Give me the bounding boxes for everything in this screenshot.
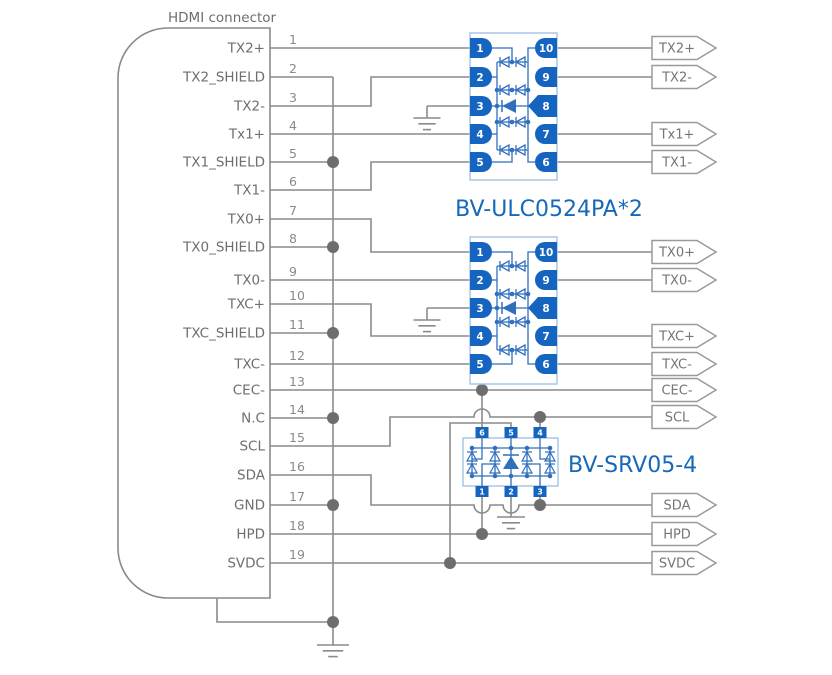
junction-dot-small (526, 320, 531, 325)
junction-dot-small (495, 88, 500, 93)
junction-dot-small (495, 120, 500, 125)
pin-number: 4 (289, 118, 297, 133)
srv-pin-number: 4 (537, 428, 543, 438)
chip-pin-number: 2 (476, 72, 484, 84)
junction-dot-small (526, 88, 531, 93)
net-tag (652, 379, 716, 402)
pin-label: TX2+ (227, 40, 265, 57)
junction-dot (327, 327, 339, 339)
junction-dot-small (510, 88, 515, 93)
chip-pin-number: 6 (542, 157, 550, 169)
net-tag (652, 151, 716, 174)
chip-pin-number: 6 (542, 359, 550, 371)
ground-symbol (317, 645, 349, 657)
pin-label: TX0+ (227, 211, 265, 228)
junction-dot (476, 528, 488, 540)
net-tag-label: TX0+ (658, 245, 696, 261)
pin-label: N.C (241, 410, 265, 427)
chip-pin-number: 5 (476, 359, 484, 371)
chip-pin-number: 2 (476, 275, 484, 287)
pin-label: TX2_SHIELD (183, 69, 265, 86)
pin-number: 13 (289, 374, 305, 389)
pin-number: 11 (289, 317, 305, 332)
pin-label: SVDC (227, 555, 265, 572)
junction-dot (534, 411, 546, 423)
srv-pin-number: 3 (537, 487, 543, 497)
pin-number: 2 (289, 61, 297, 76)
pin-label: TX0- (234, 272, 265, 289)
junction-dot-small (525, 446, 530, 451)
net-tag (652, 494, 716, 517)
junction-dot-small (526, 120, 531, 125)
chip-pin-number: 5 (476, 157, 484, 169)
junction-dot-small (510, 292, 515, 297)
pin-label: TX1- (234, 182, 265, 199)
chip-pin-number: 8 (542, 303, 550, 315)
net-tag (652, 325, 716, 348)
chip-pin-number: 1 (476, 43, 484, 55)
wire (217, 598, 333, 622)
net-tag-label: CEC- (661, 383, 693, 399)
srv05-chip (463, 427, 558, 497)
pin-label: HPD (236, 526, 265, 543)
junction-dot-small (495, 306, 500, 311)
pin-label: TX0_SHIELD (183, 239, 265, 256)
net-tag-label: SCL (664, 410, 690, 426)
junction-dot (444, 557, 456, 569)
junction-dot-small (526, 292, 531, 297)
pin-label: TX1_SHIELD (183, 154, 265, 171)
net-tag (652, 269, 716, 292)
pin-label: CEC- (232, 382, 265, 399)
junction-dot (327, 616, 339, 628)
junction-dot-small (510, 348, 515, 353)
net-tag (652, 37, 716, 60)
net-tag (652, 66, 716, 89)
ground-symbol (414, 106, 441, 130)
chip-title-ulc: BV-ULC0524PA*2 (455, 197, 643, 222)
chip-pin-number: 7 (542, 129, 550, 141)
wire (270, 409, 652, 446)
pin-label: TXC_SHIELD (183, 325, 265, 342)
pin-number: 3 (289, 90, 297, 105)
net-tag-label: TX0- (662, 273, 692, 289)
pin-number: 12 (289, 348, 305, 363)
junction-dot (327, 156, 339, 168)
junction-dot-small (493, 474, 498, 479)
srv-pin-number: 1 (479, 487, 485, 497)
junction-dot (327, 241, 339, 253)
chip-pin-number: 10 (538, 247, 554, 259)
net-tag-label: TXC- (662, 357, 692, 373)
srv-pin-number: 6 (479, 428, 485, 438)
junction-dot-small (510, 60, 515, 65)
ground-symbol (497, 517, 525, 529)
junction-dot-small (493, 446, 498, 451)
pin-label: GND (234, 497, 265, 514)
junction-dot (327, 412, 339, 424)
junction-dot-small (495, 320, 500, 325)
net-tag (652, 123, 716, 146)
chip-pin-number: 9 (542, 275, 550, 287)
pin-label: TX2- (234, 98, 265, 115)
junction-dot-small (525, 474, 530, 479)
net-tag (652, 353, 716, 376)
net-tag-label: SVDC (658, 556, 696, 572)
chip-pin-number: 4 (476, 331, 484, 343)
net-tag-label: SDA (663, 498, 691, 514)
srv-pin-number: 2 (508, 487, 514, 497)
pin-number: 5 (289, 146, 297, 161)
net-tag (652, 523, 716, 546)
pin-label: TXC+ (227, 296, 265, 313)
chip-pin-number: 1 (476, 247, 484, 259)
pin-number: 16 (289, 459, 305, 474)
pin-label: SDA (237, 467, 265, 484)
pin-number: 15 (289, 430, 305, 445)
junction-dot-small (510, 148, 515, 153)
pin-label: TXC- (234, 356, 265, 373)
net-tag-label: TXC+ (659, 329, 695, 345)
junction-dot-small (495, 104, 500, 109)
pin-number: 6 (289, 174, 297, 189)
pin-number: 8 (289, 231, 297, 246)
junction-dot-small (509, 446, 514, 451)
pin-number: 14 (289, 402, 305, 417)
srv-pin-number: 5 (508, 428, 514, 438)
net-tag (652, 241, 716, 264)
junction-dot-small (495, 292, 500, 297)
pin-label: SCL (239, 438, 265, 455)
net-tag-label: TX2+ (658, 41, 696, 57)
pin-number: 17 (289, 489, 305, 504)
net-tag-label: TX1- (662, 155, 692, 171)
junction-dot-small (509, 474, 514, 479)
chip-pin-number: 10 (538, 43, 554, 55)
junction-dot-small (510, 264, 515, 269)
pin-number: 7 (289, 203, 297, 218)
connector-title: HDMI connector (168, 10, 277, 26)
pin-number: 1 (289, 32, 297, 47)
junction-dot-small (548, 474, 553, 479)
junction-dot-small (548, 446, 553, 451)
ground-symbol (414, 308, 441, 332)
junction-dot-small (510, 320, 515, 325)
junction-dot (327, 499, 339, 511)
chip-pin-number: 7 (542, 331, 550, 343)
chip-title-srv: BV-SRV05-4 (568, 453, 698, 478)
wire (270, 77, 470, 106)
junction-dot (534, 499, 546, 511)
junction-dot-small (470, 474, 475, 479)
net-tag-label: Tx1+ (659, 127, 695, 143)
junction-dot (476, 384, 488, 396)
pin-number: 9 (289, 264, 297, 279)
net-tag (652, 406, 716, 429)
chip-pin-number: 9 (542, 72, 550, 84)
chip-pin-number: 4 (476, 129, 484, 141)
net-tag-label: TX2- (662, 70, 692, 86)
net-tag (652, 552, 716, 575)
chip-pin-number: 3 (476, 101, 484, 113)
chip-pin-number: 3 (476, 303, 484, 315)
pin-number: 19 (289, 547, 305, 562)
pin-number: 18 (289, 518, 305, 533)
esd-chip-1 (470, 33, 557, 180)
esd-chip-2 (470, 237, 557, 384)
pin-number: 10 (289, 288, 305, 303)
wire (270, 162, 470, 190)
pin-label: Tx1+ (228, 126, 265, 143)
chip-pin-number: 8 (542, 101, 550, 113)
junction-dot-small (470, 446, 475, 451)
wire (270, 475, 652, 513)
junction-dot-small (510, 120, 515, 125)
net-tag-label: HPD (663, 527, 691, 543)
